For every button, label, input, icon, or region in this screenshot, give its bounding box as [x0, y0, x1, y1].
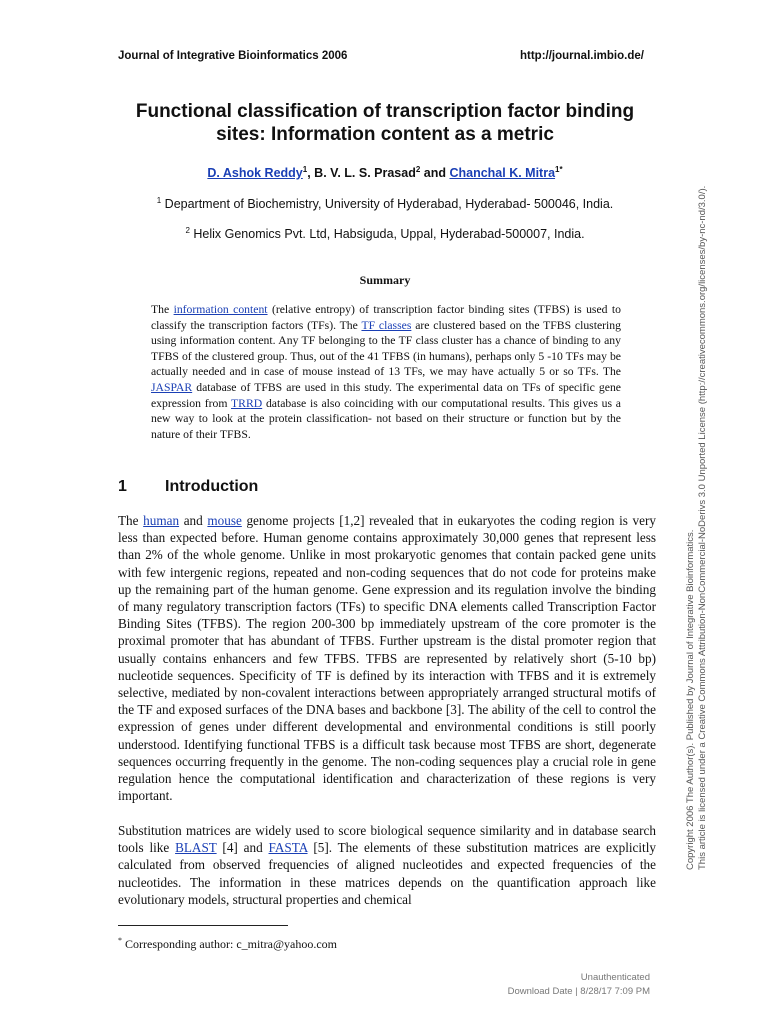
footnote-mark: * — [118, 936, 122, 945]
paper-title — [118, 100, 652, 146]
paragraph-text-part: Substitution matrices are widely used to score biological sequence similarity and in database search tools like — [118, 823, 656, 856]
link-tf-classes[interactable]: TF classes — [361, 318, 412, 332]
paragraph-text-part: genome projects [1,2] revealed that in eukaryotes the coding region is very less than expected before. Human genome contains approximately 30,000 genes that represent less than 2% of the whole genome. Unlike in most prokaryotic genomes that contain packed gene units with few intergenic regions, repeated and non-coding sequences that do not code for proteins make up the remaining part of the human genome. Gene expression and its regulation involve the binding of many regulatory transcription factors (TFs) to specific DNA elements called Transcription Factor Binding Sites (TFBS). The region 200-300 bp immediately upstream of the core promoter is the proximal promoter that has abundant of TFBS. Further upstream is the distal promoter region that usually contains enhancers and few TFBS. TFBS are represented by relatively short (5-10 bp) nucleotide sequences. Specificity of TF is defined by its interaction with TFBS and it is extremely selective, mediated by non-covalent interactions between appropriately arranged structural motifs of the TF and exposed surfaces of the DNA bases and backbone [3]. The ability of the cell to control the expression of genes under different developmental and environmental conditions is still poorly understood. Identifying functional TFBS is a difficult task because most TFBS are short, degenerate sequences occurring frequently in the genome. The non-coding sequences play a crucial role in gene regulation hence the computational identification and characterization of these regions is very important. — [118, 513, 656, 804]
abstract-text-part: database is also coinciding with our computational results. This gives us a new way to look at the protein classification- not based on their structure or function but by the nature of their TFBS. — [151, 396, 621, 441]
abstract-text-part: The — [151, 303, 174, 316]
link-trrd[interactable]: TRRD — [231, 396, 263, 410]
affiliation-1-text: Department of Biochemistry, University of Hyderabad, Hyderabad- 500046, India. — [161, 197, 614, 211]
author-2-affil-mark: 2 — [415, 164, 421, 174]
link-human[interactable]: human — [143, 513, 180, 528]
link-mouse[interactable]: mouse — [207, 513, 242, 528]
author-separator-1: , B. V. L. S. Prasad — [307, 166, 416, 180]
paragraph-text-part: [5]. The elements of these substitution matrices are explicitly calculated from observed frequencies of aligned nucleotides and expected frequencies of the nucleotides. The information in these matrices depends on the quantification approach like evolutionary models, structural properties and chemical — [118, 840, 656, 907]
abstract-text — [151, 302, 621, 442]
author-1-affil-mark: 1 — [302, 164, 308, 174]
abstract-text-part: (relative entropy) of transcription factor binding sites (TFBS) is used to classify the transcription factors (TFs). The — [151, 303, 622, 332]
affiliation-1-mark: 1 — [156, 195, 162, 205]
section-number: 1 — [118, 478, 127, 495]
intro-paragraph-2 — [118, 822, 656, 908]
copyright-license-notice — [685, 150, 715, 870]
download-date: Download Date | 8/28/17 7:09 PM — [507, 986, 650, 997]
link-fasta[interactable]: FASTA — [268, 840, 308, 856]
affiliation-2-mark: 2 — [185, 225, 190, 235]
link-blast[interactable]: BLAST — [175, 840, 217, 856]
author-link-mitra[interactable]: Chanchal K. Mitra — [449, 166, 556, 180]
footnote-text: Corresponding author: c_mitra@yahoo.com — [122, 937, 338, 951]
abstract-text-part: database of TFBS are used in this study. The experimental data on TFs of specific gene expression from — [151, 380, 621, 410]
intro-paragraph-1 — [118, 512, 656, 804]
affiliation-2 — [118, 227, 652, 241]
journal-url: http://journal.imbio.de/ — [520, 50, 644, 62]
author-separator-2: and — [420, 166, 450, 180]
copyright-line: Copyright 2006 The Author(s). Published by Journal of Integrative Bioinformatics. — [685, 529, 696, 870]
affiliation-2-text: Helix Genomics Pvt. Ltd, Habsiguda, Uppal, Hyderabad-500007, India. — [189, 227, 585, 241]
author-link-reddy[interactable]: D. Ashok Reddy — [207, 166, 303, 180]
title-line-1: Functional classification of transcription factor binding — [135, 101, 635, 122]
footnote-divider — [118, 925, 288, 926]
abstract-text-part: are clustered based on the TFBS clustering using information content. Any TF belonging to the TF class cluster has a chance of binding to any TFBS of the clustered group. Thus, out of the 41 TFBS (in humans), perhaps only 5 -10 TFs may be actually needed and in case of mouse instead of 13 TFs, we may have actually 5 or so TFs. The — [151, 318, 621, 379]
paragraph-text-part: [4] and — [216, 840, 269, 856]
paragraph-text-part: The — [118, 513, 144, 528]
footnote — [118, 937, 337, 952]
link-jaspar[interactable]: JASPAR — [151, 380, 193, 394]
summary-heading: Summary — [359, 273, 411, 287]
journal-running-head: Journal of Integrative Bioinformatics 2006 — [118, 50, 348, 62]
author-list — [118, 166, 652, 180]
section-title: Introduction — [165, 478, 259, 495]
author-3-affil-mark: 1* — [555, 164, 563, 174]
license-line: This article is licensed under a Creative Commons Attribution-NonCommercial-NoDerivs 3.0 Unported License (http://creativecommons.org/licenses/by-nc-nd/3.0/). — [697, 185, 708, 870]
title-line-2: sites: Information content as a metric — [216, 124, 554, 145]
link-information-content[interactable]: information content — [173, 303, 268, 316]
access-status: Unauthenticated — [580, 972, 650, 983]
affiliation-1 — [118, 197, 652, 211]
paragraph-text-part: and — [179, 513, 208, 528]
